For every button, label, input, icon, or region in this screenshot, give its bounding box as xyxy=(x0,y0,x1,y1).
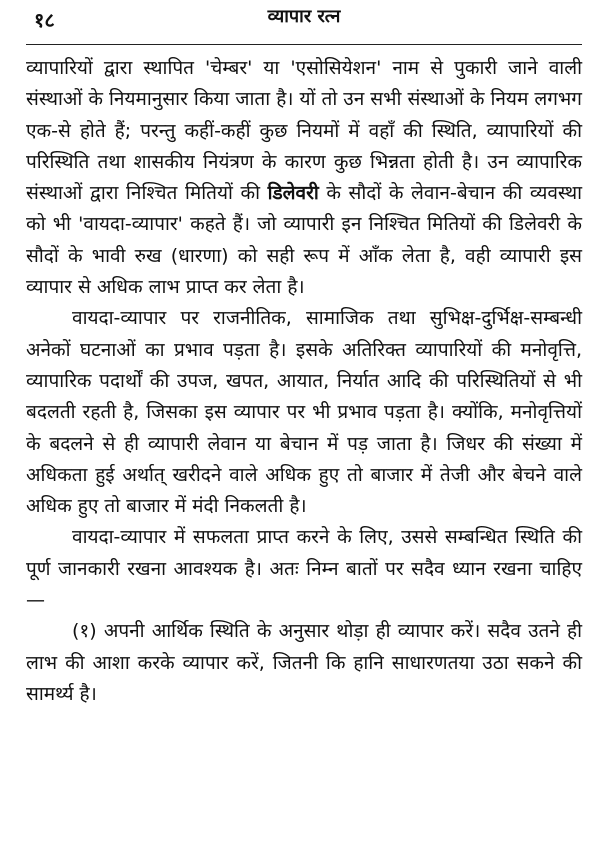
body-text xyxy=(26,53,582,710)
paragraph-1-text-start: व्यापारियों द्वारा स्थापित 'चेम्बर' या 'एसोसियेशन' नाम से पुकारी जाने वाली संस्थाओं के नियमानुसार किया जाता है। यों तो उन सभी संस्थाओं के नियम लगभग एक-से होते हैं; परन्तु कहीं-कहीं कुछ नियमों में वहाँ की स्थिति, व्यापारियों की परिस्थिति तथा शासकीय नियंत्रण के कारण कुछ भिन्नता होती है। उन व्यापारिक संस्थाओं द्वारा निश्चित मितियों की xyxy=(26,57,582,205)
paragraph-4: (१) अपनी आर्थिक स्थिति के अनुसार थोड़ा ही व्यापार करें। सदैव उतने ही लाभ की आशा करके व्यापार करें, जितनी कि हानि साधारणतया उठा सकने की सामर्थ्य है। xyxy=(26,620,582,705)
bold-term-delivery: डिलेवरी xyxy=(267,182,319,205)
paragraph-1 xyxy=(26,53,582,303)
paragraph-3: वायदा-व्यापार में सफलता प्राप्त करने के लिए, उससे सम्बन्धित स्थिति की पूर्ण जानकारी रखना आवश्यक है। अतः निम्न बातों पर सदैव ध्यान रखना चाहिए — xyxy=(26,526,582,612)
paragraph-2: वायदा-व्यापार पर राजनीतिक, सामाजिक तथा सुभिक्ष-दुर्भिक्ष-सम्बन्धी अनेकों घटनाओं का प्रभाव पड़ता है। इसके अतिरिक्त व्यापारियों की मनोवृत्ति, व्यापारिक पदार्थों की उपज, खपत, आयात, निर्यात आदि की परिस्थितियों से भी बदलती रहती है, जिसका इस व्यापार पर भी प्रभाव पड़ता है। क्योंकि, मनोवृत्तियों के बदलने से ही व्यापारी लेवान या बेचान में पड़ जाता है। जिधर की संख्या में अधिकता हुई अर्थात् खरीदने वाले अधिक हुए तो बाजार में तेजी और बेचने वाले अधिक हुए तो बाजार में मंदी निकलती है। xyxy=(26,307,582,518)
page-header xyxy=(26,0,582,45)
paragraph-1-text-end: के सौदों के लेवान-बेचान की व्यवस्था को भी 'वायदा-व्यापार' कहते हैं। जो व्यापारी इन निश्चित मितियों की डिलेवरी के सौदों के भावी रुख (धारणा) को सही रूप में आँक लेता है, वही व्यापारी इस व्यापार से अधिक लाभ प्राप्त कर लेता है। xyxy=(26,182,583,299)
page-number: १८ xyxy=(34,8,55,32)
running-title: व्यापार रत्न xyxy=(267,6,341,27)
